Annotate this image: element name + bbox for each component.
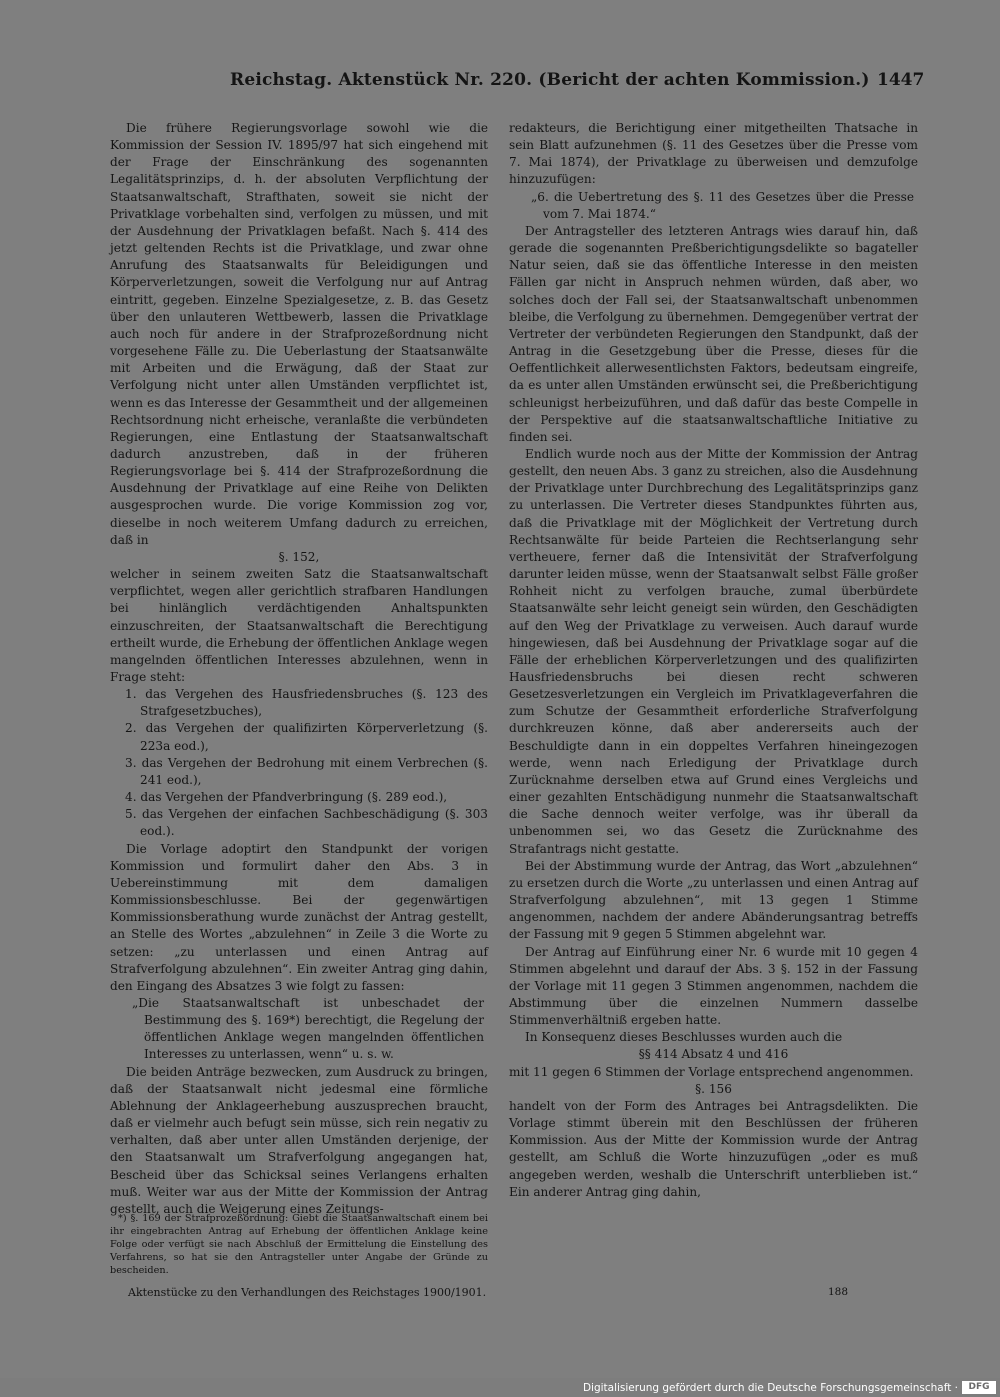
paragraph: Die Vorlage adoptirt den Standpunkt der vorigen Kommission und formulirt daher den Abs. 3 in Uebereinstimmung mit dem damaligen Kommissionsbeschlusse. Bei der gegenwärtigen Kommissionsberathung wurde zunächst der Antrag gestellt, an Stelle des Wortes „abzulehnen“ in Zeile 3 die Worte zu setzen: „zu unterlassen und einen Antrag auf Strafverfolgung abzulehnen“. Ein zweiter Antrag ging dahin, den Eingang des Absatzes 3 wie folgt zu fassen: <box>110 841 488 993</box>
footnote: *) §. 169 der Strafprozeßordnung: Giebt die Staatsanwaltschaft einem bei ihr eingebrachten Antrag auf Erhebung der öffentlichen Anklage keine Folge oder verfügt sie nach Abschluß der Ermittelung die Einstellung des Verfahrens, so hat sie den Antragsteller unter Angabe der Gründe zu bescheiden. <box>110 1213 488 1276</box>
list-item: 1. das Vergehen des Hausfriedensbruches (§. 123 des Strafgesetzbuches), <box>125 687 488 719</box>
dfg-logo-icon: DFG <box>962 1381 996 1394</box>
paragraph: Die frühere Regierungsvorlage sowohl wie die Kommission der Session IV. 1895/97 hat sich eingehend mit der Frage der Einschränkung des sogenannten Legalitätsprinzips, d. h. der absoluten Verpflichtung der Staatsanwaltschaft, Strafthaten, soweit sie nicht der Privatklage vorbehalten sind, verfolgen zu müssen, und mit der Ausdehnung der Privatklagen befaßt. Nach §. 414 des jetzt geltenden Rechts ist die Privatklage, und zwar ohne Anrufung des Staatsanwalts für Beleidigungen und Körperverletzungen, soweit die Verfolgung nur auf Antrag eintritt, gegeben. Einzelne Spezialgesetze, z. B. das Gesetz über den unlauteren Wettbewerb, lassen die Privatklage auch noch für andere in der Strafprozeßordnung nicht vorgesehene Fälle zu. Die Ueberlastung der Staatsanwälte mit Arbeiten und die Erwägung, daß der Staat zur Verfolgung nicht unter allen Umständen verpflichtet ist, wenn es das Interesse der Gesammtheit und der allgemeinen Rechtsordnung nicht erheische, veranlaßte die verbündeten Regierungen, eine Entlastung der Staatsanwaltschaft dadurch anzustreben, daß in der früheren Regierungsvorlage bei §. 414 der Strafprozeßordnung die Ausdehnung der Privatklage auf eine Reihe von Delikten ausgesprochen wurde. Die vorige Kommission zog vor, dieselbe in noch weiterem Umfang dadurch zu erreichen, daß in <box>110 121 488 547</box>
section-heading: §. 152, <box>278 549 320 564</box>
right-column <box>509 120 918 1201</box>
block-quote: „Die Staatsanwaltschaft ist unbeschadet der Bestimmung des §. 169*) berechtigt, die Regelung der öffentlichen Anklage wegen mangelnden öffentlichen Interesses zu unterlassen, wenn“ u. s. w. <box>132 995 484 1062</box>
paragraph: Die beiden Anträge bezwecken, zum Ausdruck zu bringen, daß der Staatsanwalt nicht jedesmal eine förmliche Ablehnung der Anklageerhebung auszusprechen braucht, daß er vielmehr auch befugt sein müsse, sich rein negativ zu verhalten, daß aber unter allen Umständen derjenige, der den Staatsanwalt um Strafverfolgung angegangen hat, Bescheid über das Schicksal seines Verlangens erhalten muß. Weiter war aus der Mitte der Kommission der Antrag gestellt, auch die Weigerung eines Zeitungs- <box>110 1064 488 1216</box>
paragraph: redakteurs, die Berichtigung einer mitgetheilten Thatsache in sein Blatt aufzunehmen (§. 11 des Gesetzes über die Presse vom 7. Mai 1874), der Privatklage zu überweisen und demzufolge hinzuzufügen: <box>509 121 918 187</box>
paragraph: Bei der Abstimmung wurde der Antrag, das Wort „abzulehnen“ zu ersetzen durch die Worte „zu unterlassen und einen Antrag auf Strafverfolgung abzulehnen“, mit 13 gegen 1 Stimme angenommen, nachdem der andere Abänderungsantrag betreffs der Fassung mit 9 gegen 5 Stimmen abgelehnt war. <box>509 858 918 942</box>
list-item: 3. das Vergehen der Bedrohung mit einem Verbrechen (§. 241 eod.), <box>125 755 488 787</box>
paragraph: welcher in seinem zweiten Satz die Staatsanwaltschaft verpflichtet, wegen aller gerichtlich strafbaren Handlungen bei hinlänglich verdächtigenden Anhaltspunkten einzuschreiten, der Staatsanwaltschaft die Berechtigung ertheilt wurde, die Erhebung der öffentlichen Anklage wegen mangelnden öffentlichen Interesses abzulehnen, wenn in Frage steht: <box>110 567 488 684</box>
list-item: 5. das Vergehen der einfachen Sachbeschädigung (§. 303 eod.). <box>125 807 488 839</box>
running-header: Reichstag. Aktenstück Nr. 220. (Bericht der achten Kommission.) <box>230 70 870 90</box>
funding-credit: Digitalisierung gefördert durch die Deutsche Forschungsgemeinschaft · <box>582 1382 958 1394</box>
paragraph: handelt von der Form des Antrages bei Antragsdelikten. Die Vorlage stimmt überein mit den Beschlüssen der früheren Kommission. Aus der Mitte der Kommission wurde der Antrag gestellt, am Schluß die Worte hinzuzufügen „oder es muß angegeben werden, weshalb die Unterschrift unterblieben ist.“ Ein anderer Antrag ging dahin, <box>509 1098 918 1199</box>
list-item: 4. das Vergehen der Pfandverbringung (§. 289 eod.), <box>125 790 448 805</box>
paragraph: Endlich wurde noch aus der Mitte der Kommission der Antrag gestellt, den neuen Abs. 3 ganz zu streichen, also die Ausdehnung der Privatklage unter Durchbrechung des Legalitätsprinzips ganz zu unterlassen. Die Vertreter dieses Standpunktes führten aus, daß die Privatklage mit der Möglichkeit der Vertretung durch Rechtsanwälte für beide Parteien die Rechtserlangung sehr vertheuere, ferner daß die Intensivität der Strafverfolgung darunter leiden müsse, wenn der Staatsanwalt selbst Fälle großer Rohheit nicht zu verfolgen brauche, zumal überbürdete Staatsanwälte sehr leicht geneigt sein würden, den Geschädigten auf den Weg der Privatklage zu verweisen. Auch darauf wurde hingewiesen, daß bei Ausdehnung der Privatklage sogar auf die Fälle der erheblichen Körperverletzungen und des qualifizirten Hausfriedensbruchs bei diesen recht schweren Gesetzesverletzungen ein Vergleich im Privatklageverfahren die zum Schutze der Gesammtheit erforderliche Strafverfolgung durchkreuzen könne, daß aber andererseits auch der Beschuldigte dann in ein doppeltes Verfahren hineingezogen werde, wenn nach Erledigung der Privatklage durch Zurücknahme derselben etwa auf Grund eines Vergleichs und einer gezahlten Entschädigung nunmehr die Staatsanwaltschaft die Sache dennoch weiter verfolge, was ihr überall da unbenommen sei, wo das Gesetz die Zurücknahme des Strafantrags nicht gestatte. <box>509 446 918 856</box>
block-quote: „6. die Uebertretung des §. 11 des Gesetzes über die Presse vom 7. Mai 1874.“ <box>531 189 914 221</box>
list-item: 2. das Vergehen der qualifizirten Körperverletzung (§. 223a eod.), <box>125 721 488 753</box>
footer-signature-number: 188 <box>828 1286 849 1298</box>
section-heading: §§ 414 Absatz 4 und 416 <box>638 1047 789 1062</box>
paragraph: Der Antrag auf Einführung einer Nr. 6 wurde mit 10 gegen 4 Stimmen abgelehnt und darauf der Abs. 3 §. 152 in der Fassung der Vorlage mit 11 gegen 3 Stimmen angenommen, nachdem die Abstimmung über die einzelnen Nummern dasselbe Stimmenverhältniß ergeben hatte. <box>509 944 918 1028</box>
paragraph: mit 11 gegen 6 Stimmen der Vorlage entsprechend angenommen. <box>509 1064 914 1079</box>
section-heading: §. 156 <box>695 1081 732 1096</box>
footer-source: Aktenstücke zu den Verhandlungen des Reichstages 1900/1901. <box>128 1286 487 1299</box>
paragraph: Der Antragsteller des letzteren Antrags wies darauf hin, daß gerade die sogenannten Preßberichtigungsdelikte so bagateller Natur seien, daß sie das öffentliche Interesse in den meisten Fällen gar nicht in Anspruch nehmen würden, daß aber, wo solches doch der Fall sei, der Staatsanwaltschaft unbenommen bleibe, die Verfolgung zu übernehmen. Demgegenüber vertrat der Vertreter der verbündeten Regierungen den Standpunkt, daß der Antrag in die Gesetzgebung über die Presse, dieses für die Oeffentlichkeit allerwesentlichsten Faktors, bedeutsam eingreife, da es unter allen Umständen erwünscht sei, die Preßberichtigung schleunigst herbeizuführen, und daß dafür das beste Compelle in der Perspektive auf die staatsanwaltschaftliche Initiative zu finden sei. <box>509 223 918 444</box>
left-column <box>110 120 488 1218</box>
footnotes <box>110 1212 488 1277</box>
page-number: 1447 <box>877 70 925 90</box>
paragraph: In Konsequenz dieses Beschlusses wurden auch die <box>525 1030 843 1045</box>
